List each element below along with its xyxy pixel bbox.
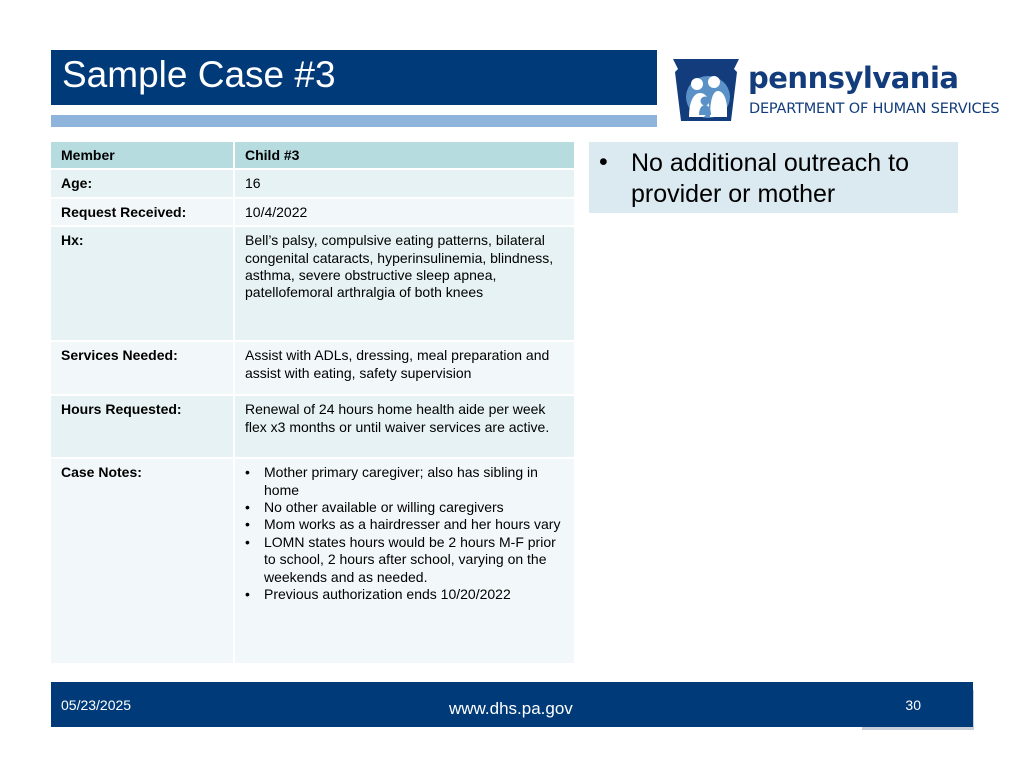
list-item: • No additional outreach to provider or mother bbox=[589, 142, 958, 210]
footer-url[interactable]: www.dhs.pa.gov bbox=[449, 699, 573, 718]
list-item: • Mom works as a hairdresser and her hours vary bbox=[264, 516, 564, 533]
row-value: 10/4/2022 bbox=[235, 199, 574, 227]
keystone-family-icon bbox=[670, 53, 742, 125]
list-item: • Previous authorization ends 10/20/2022 bbox=[264, 586, 564, 603]
logo-wordmark: pennsylvania bbox=[748, 61, 959, 95]
row-value bbox=[235, 459, 574, 665]
row-label: Case Notes: bbox=[51, 459, 235, 665]
header-value: Child #3 bbox=[235, 142, 574, 170]
row-label: Hours Requested: bbox=[51, 396, 235, 459]
row-label: Age: bbox=[51, 170, 235, 198]
case-notes-list bbox=[245, 464, 564, 603]
list-item: • No other available or willing caregivers bbox=[264, 499, 564, 516]
row-value: Renewal of 24 hours home health aide per week flex x3 months or until waiver services are active. bbox=[235, 396, 574, 459]
logo-department: DEPARTMENT OF HUMAN SERVICES bbox=[749, 101, 1000, 117]
title-underline bbox=[51, 115, 657, 127]
footer-bar bbox=[51, 682, 973, 727]
list-item: • Mother primary caregiver; also has sibling in home bbox=[264, 464, 564, 499]
title-bar bbox=[51, 50, 657, 105]
row-value: Assist with ADLs, dressing, meal preparation and assist with eating, safety supervision bbox=[235, 342, 574, 396]
table-row-hx bbox=[51, 227, 574, 342]
row-label: Hx: bbox=[51, 227, 235, 342]
outreach-note-box bbox=[589, 142, 958, 213]
table-row-services-needed bbox=[51, 342, 574, 396]
page-number: 30 bbox=[905, 697, 921, 713]
case-table bbox=[51, 142, 574, 665]
list-item: • LOMN states hours would be 2 hours M-F prior to school, 2 hours after school, varying on the weekends and as needed. bbox=[264, 534, 564, 586]
table-row-hours-requested bbox=[51, 396, 574, 459]
table-header-row bbox=[51, 142, 574, 170]
table-row-age bbox=[51, 170, 574, 198]
row-value: 16 bbox=[235, 170, 574, 198]
header-label: Member bbox=[51, 142, 235, 170]
row-value: Bell’s palsy, compulsive eating patterns, bilateral congenital cataracts, hyperinsulinemia, blindness, asthma, severe obstructive sleep apnea, patellofemoral arthralgia of both knees bbox=[235, 227, 574, 342]
pa-dhs-logo bbox=[670, 53, 1010, 125]
outreach-list bbox=[589, 142, 958, 210]
table-row-request-received bbox=[51, 199, 574, 227]
slide-title: Sample Case #3 bbox=[62, 54, 336, 95]
table-row-case-notes bbox=[51, 459, 574, 665]
footer-date: 05/23/2025 bbox=[61, 697, 132, 713]
row-label: Services Needed: bbox=[51, 342, 235, 396]
row-label: Request Received: bbox=[51, 199, 235, 227]
